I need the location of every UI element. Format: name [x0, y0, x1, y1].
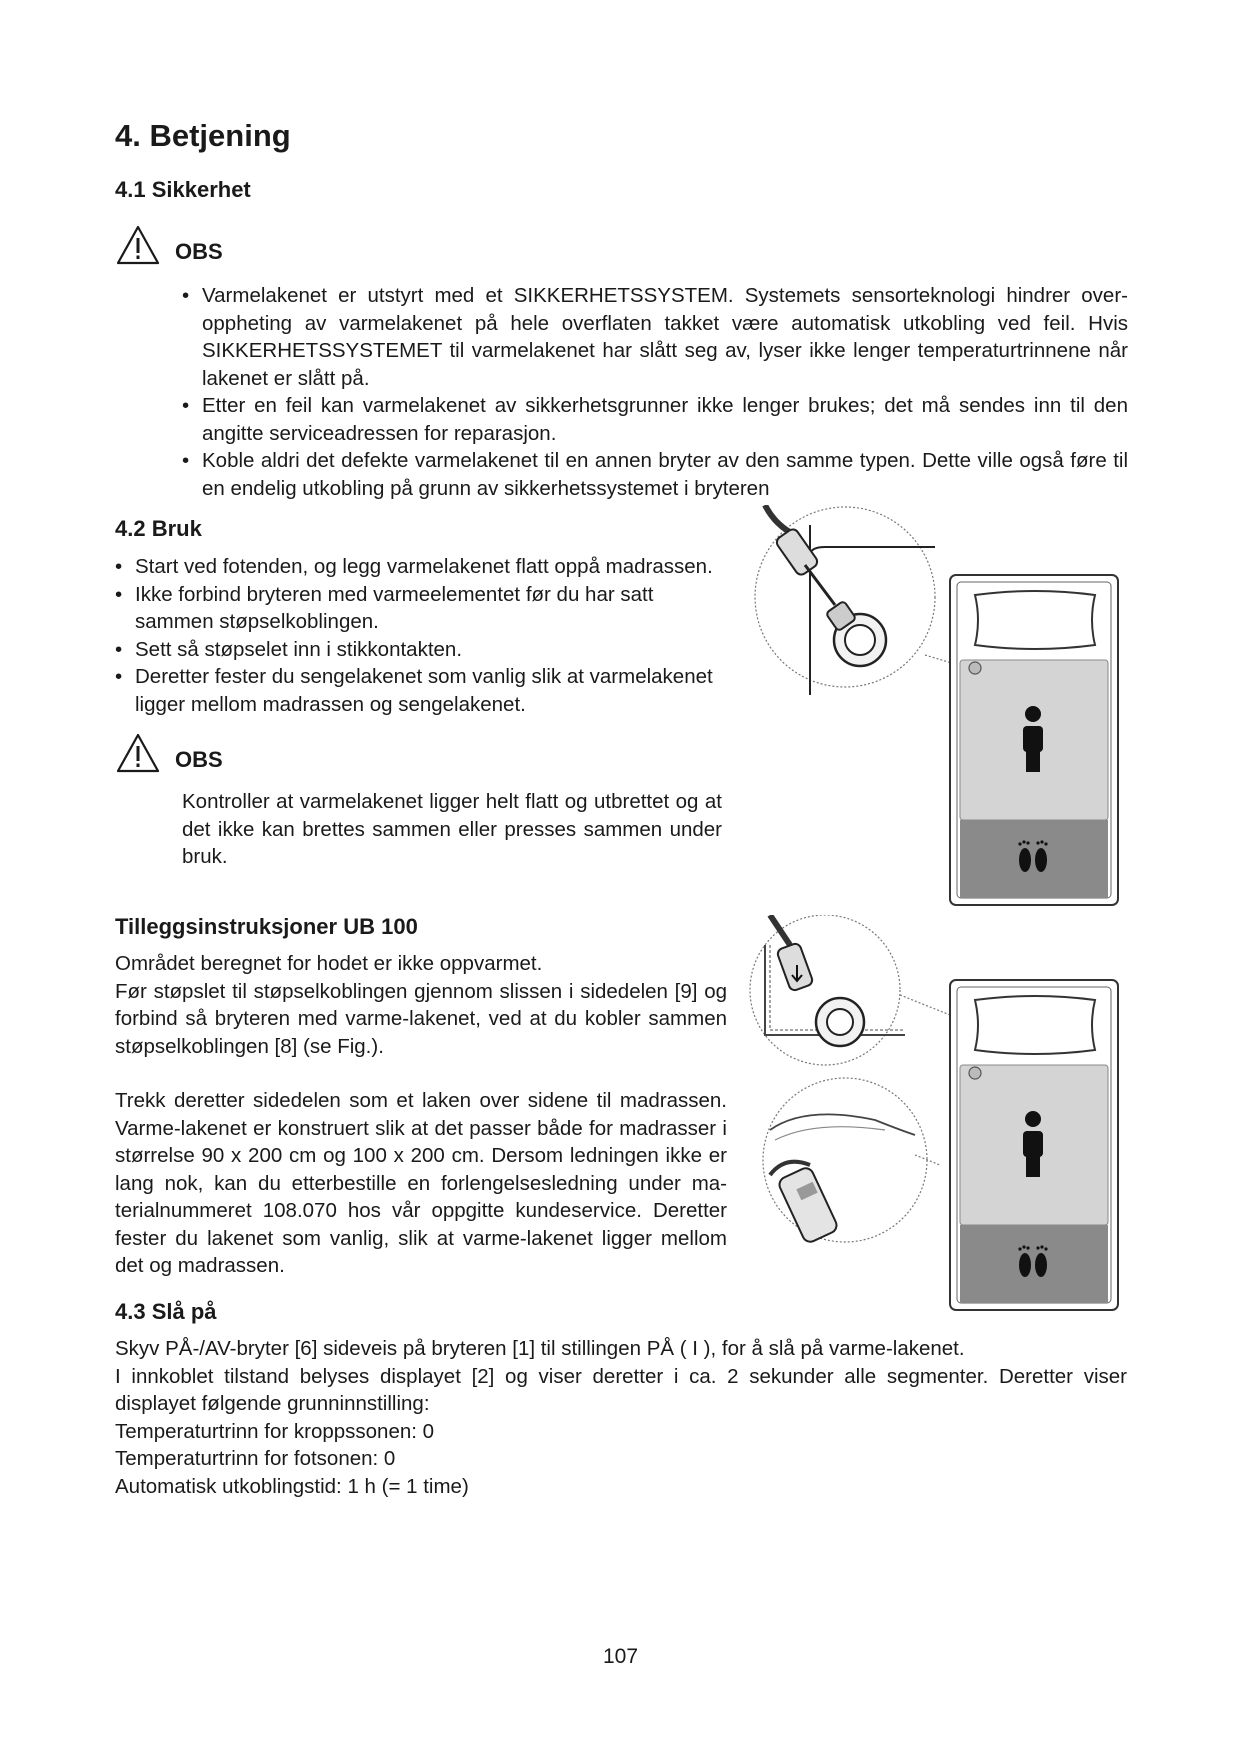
magnifier-circle	[750, 915, 900, 1065]
page-title: 4. Betjening	[115, 118, 291, 153]
list-item: • Sett så støpselet inn i stikkontakten.	[115, 636, 730, 664]
list-item: • Ikke forbind bryteren med varmeelementet før du har satt sammen støpselkoblingen.	[115, 581, 730, 636]
ub100-paragraph: Trekk deretter sidedelen som et laken over sidene til madrassen. Varme-lakenet er konstruert slik at det passer både for madrasser i størrelse 90 x 200 cm og 100 x 200 cm. Dersom ledningen ikke er lang nok, kan du etterbestille en forlengelsesledning under ma-terialnummeret 108.070 hos vår oppgitte kundeservice. Deretter fester du lakenet som vanlig, slik at varme-lakenet ligger mellom det og madrassen.	[115, 1089, 727, 1277]
list-item: • Koble aldri det defekte varmelakenet til en annen bryter av den samme typen. Dette ville også føre til en endelig utkobling på grunn av sikkerhetssystemet i bryteren	[182, 447, 1128, 502]
section-heading-4-1: 4.1 Sikkerhet	[115, 177, 251, 202]
warning-triangle-icon	[115, 732, 161, 774]
foot-zone	[960, 820, 1108, 898]
usage-bullet-list	[115, 553, 730, 718]
list-item: • Varmelakenet er utstyrt med et SIKKERHETSSYSTEM. Systemets sensorteknologi hindrer over-oppheting av varmelakenet på hele overflaten takket være automatisk utkobling ved feil. Hvis SIKKERHETSSYSTEMET til varmelakenet har slått seg av, lyser ikke lenger temperaturtrinnene når lakenet er slått på.	[182, 282, 1128, 392]
section-heading-4-2: 4.2 Bruk	[115, 516, 202, 541]
magnifier-circle-controller	[763, 1078, 927, 1242]
text-line: Skyv PÅ-/AV-bryter [6] sideveis på bryteren [1] til stillingen PÅ ( I ), for å slå på varme-lakenet.	[115, 1337, 965, 1360]
ub100-paragraph: Området beregnet for hodet er ikke oppvarmet.	[115, 952, 543, 975]
obs-header-1	[115, 224, 223, 266]
section-heading-4-3: 4.3 Slå på	[115, 1299, 217, 1324]
safety-bullet-list	[182, 282, 1128, 502]
page-number: 107	[602, 1645, 639, 1668]
text-line: Automatisk utkoblingstid: 1 h (= 1 time)	[115, 1474, 469, 1498]
obs-header-2	[115, 732, 223, 774]
person-icon	[1023, 1111, 1043, 1177]
ub100-paragraph: Før støpslet til støpselkoblingen gjennom slissen i sidedelen [9] og forbind så bryteren med varme-lakenet, ved at du kobler sammen støpselkoblingen [8] (se Fig.).	[115, 979, 727, 1058]
text-line: I innkoblet tilstand belyses displayet [2] og viser deretter i ca. 2 sekunder alle segmenter. Deretter viser displayet følgende grunninnstilling:	[115, 1364, 1127, 1415]
person-icon	[1023, 706, 1043, 772]
pillow-icon	[975, 996, 1095, 1054]
warning-triangle-icon	[115, 224, 161, 266]
obs-note-text: Kontroller at varmelakenet ligger helt flatt og utbrettet og at det ikke kan brettes sammen eller presses sammen under bruk.	[182, 790, 722, 868]
pillow-icon	[975, 591, 1095, 649]
obs-label: OBS	[175, 747, 223, 772]
ub100-heading: Tilleggsinstruksjoner UB 100	[115, 914, 418, 939]
list-item: • Etter en feil kan varmelakenet av sikkerhetsgrunner ikke lenger brukes; det må sendes inn til den angitte serviceadressen for reparasjon.	[182, 392, 1128, 447]
list-item: • Deretter fester du sengelakenet som vanlig slik at varmelakenet ligger mellom madrassen og sengelakenet.	[115, 663, 730, 718]
text-line: Temperaturtrinn for fotsonen: 0	[115, 1447, 396, 1470]
obs-label: OBS	[175, 239, 223, 264]
switch-on-text	[115, 1335, 1127, 1500]
ub100-body	[115, 950, 727, 1280]
figure-plug-connection-2	[735, 915, 1125, 1315]
figure-plug-connection-1	[735, 505, 1125, 910]
text-line: Temperaturtrinn for kroppssonen: 0	[115, 1419, 435, 1443]
list-item: • Start ved fotenden, og legg varmelakenet flatt oppå madrassen.	[115, 553, 730, 581]
foot-zone	[960, 1225, 1108, 1303]
